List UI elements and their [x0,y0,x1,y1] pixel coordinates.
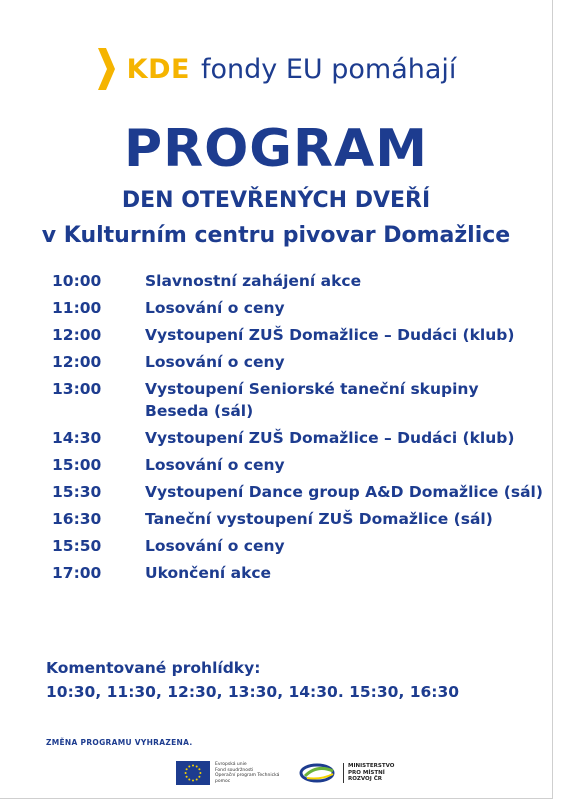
schedule-item [46,454,546,476]
schedule-item [46,378,546,422]
schedule-event: Losování o ceny [145,353,285,371]
schedule-time: 13:00 [52,380,102,398]
eu-text-line: Operační program Technická pomoc [215,773,280,784]
schedule-event: Taneční vystoupení ZUŠ Domažlice (sál) [145,510,493,528]
schedule-item [46,508,546,530]
kde-fondy-logo [0,48,552,90]
eu-flag-icon [176,761,210,785]
schedule-item [46,481,546,503]
schedule-event: Vystoupení Seniorské taneční skupiny Beseda (sál) [145,380,479,420]
footer-logos [176,758,394,788]
schedule-item [46,427,546,449]
ministry-text-line: PRO MÍSTNÍ [348,769,385,776]
schedule-time: 15:50 [52,537,102,555]
schedule-time: 15:30 [52,483,102,501]
mmr-logo-icon [299,762,339,784]
schedule-event: Slavnostní zahájení akce [145,272,362,290]
eu-fund-text [215,762,295,784]
schedule-time: 12:00 [52,326,102,344]
schedule-item [46,351,546,373]
schedule-time: 15:00 [52,456,102,474]
logo-kde-text: KDE [126,53,190,85]
page-subtitle: DEN OTEVŘENÝCH DVEŘÍ [121,188,431,213]
schedule-time: 17:00 [52,564,102,582]
schedule-item [46,297,546,319]
schedule-event: Losování o ceny [145,299,285,317]
schedule-item [46,270,546,292]
schedule-time: 11:00 [52,299,102,317]
schedule-time: 10:00 [52,272,102,290]
program-change-note: ZMĚNA PROGRAMU VYHRAZENA. [46,738,193,747]
schedule-item [46,324,546,346]
guided-tours [46,656,459,704]
ministry-text-line: ROZVOJ ČR [348,776,382,783]
schedule-event: Vystoupení ZUŠ Domažlice – Dudáci (klub) [145,429,515,447]
schedule-list [46,270,546,589]
schedule-event: Vystoupení ZUŠ Domažlice – Dudáci (klub) [145,326,515,344]
eu-text-line: Fond soudržnosti [215,767,254,773]
schedule-time: 12:00 [52,353,102,371]
schedule-event: Losování o ceny [145,537,285,555]
schedule-event: Losování o ceny [145,456,285,474]
eu-text-line: Evropská unie [215,762,247,767]
chevron-right-icon [96,48,116,90]
guided-tours-times: 10:30, 11:30, 12:30, 13:30, 14:30. 15:30, 16:30 [46,683,460,701]
schedule-item [46,562,546,584]
page-title: PROGRAM [123,119,429,179]
guided-tours-label: Komentované prohlídky: [46,659,261,677]
logo-tagline: fondy EU pomáhají [201,53,457,85]
event-location: v Kulturním centru pivovar Domažlice [41,223,511,248]
ministry-text [343,763,394,783]
schedule-item [46,535,546,557]
schedule-time: 14:30 [52,429,102,447]
schedule-time: 16:30 [52,510,102,528]
ministry-text-line: MINISTERSTVO [348,763,395,770]
schedule-event: Ukončení akce [145,564,272,582]
schedule-event: Vystoupení Dance group A&D Domažlice (sál) [145,483,543,501]
